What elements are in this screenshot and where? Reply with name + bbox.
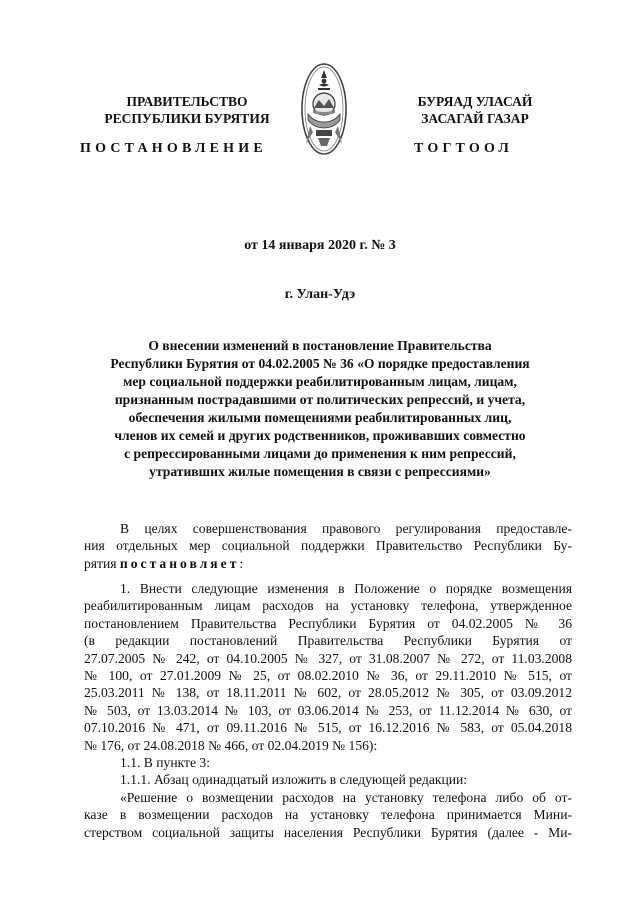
body-line: 1.1.1. Абзац одинадцатый изложить в следующей редакции: [120,772,468,788]
right-org-line-1: БУРЯАД УЛАСАЙ [417,94,533,109]
preamble-line: В целях совершенствования правового регулирования предоставле- [120,521,572,536]
coat-of-arms-icon [300,62,348,156]
title-line: членов их семей и других родственников, проживавших совместно [114,428,526,443]
title-line: признанным пострадавшими от политических репрессий, и учета, [114,392,526,407]
body-line: казе в возмещении расходов на установку телефона принимается Мини- [84,807,572,823]
main-body [84,580,572,841]
body-line: 1. Внести следующие изменения в Положение о порядке возмещения [120,581,572,596]
title-line: Республики Бурятия от 04.02.2005 № 36 «О порядке предоставления [110,356,530,371]
body-line: (в редакции постановлений Правительства Республики Бурятия от [84,633,572,649]
date-line: от 14 января 2020 г. № 3 [244,238,396,253]
left-org-line-2: РЕСПУБЛИКИ БУРЯТИЯ [104,111,270,126]
doc-type-buryat: ТОГТООЛ [414,141,514,156]
document-title [60,337,580,481]
left-org-line-1: ПРАВИТЕЛЬСТВО [126,94,248,109]
right-org-line-2: ЗАСАГАЙ ГАЗАР [421,111,529,126]
left-org-block [92,93,282,127]
body-line: 25.03.2011 № 138, от 18.11.2011 № 602, от 28.05.2012 № 305, от 03.09.2012 [84,685,572,701]
preamble-line [84,555,572,572]
body-line: № 100, от 27.01.2009 № 25, от 08.02.2010 № 36, от 29.11.2010 № 515, от [84,668,572,684]
body-line: № 503, от 13.03.2014 № 103, от 03.06.2014 № 253, от 11.12.2014 № 630, от [84,702,572,718]
title-line: мер социальной поддержки реабилитированным лицам, лицам, [123,374,517,389]
body-line: постановлением Правительства Республики Бурятия от 04.02.2005 № 36 [84,615,572,631]
body-line: 1.1. В пункте 3: [120,755,210,771]
resolution-word: постановляет [119,555,240,571]
city: г. Улан-Удэ [284,287,356,302]
body-line: 27.07.2005 № 242, от 04.10.2005 № 327, от 31.08.2007 № 272, от 11.03.2008 [84,650,572,666]
body-line: «Решение о возмещении расходов на установку телефона либо об от- [120,789,572,805]
title-line: О внесении изменений в постановление Правительства [148,338,492,353]
preamble-paragraph [84,520,572,572]
title-line: с репрессированными лицами до применения к ним репрессий, [124,446,516,461]
title-line: обеспечения жилыми помещениями реабилитированных лиц, [128,410,512,425]
preamble-line: ния отдельных мер социальной поддержки Правительство Республики Бу- [84,538,572,554]
right-org-block [400,93,550,127]
doc-type-russian: ПОСТАНОВЛЕНИЕ [80,141,267,156]
body-line: 07.10.2016 № 471, от 09.11.2016 № 515, от 16.12.2016 № 583, от 05.04.2018 [84,720,572,736]
preamble-prefix: рятия [84,555,120,571]
body-line: № 176, от 24.08.2018 № 466, от 02.04.2019 № 156): [84,737,378,753]
title-line: утративших жилые помещения в связи с репрессиями» [149,464,491,479]
body-line: стерством социальной защиты населения Республики Бурятия (далее - Ми- [84,824,572,840]
body-line: реабилитированным лицам расходов на установку телефона, утвержденное [84,598,572,614]
preamble-suffix: : [239,555,244,571]
